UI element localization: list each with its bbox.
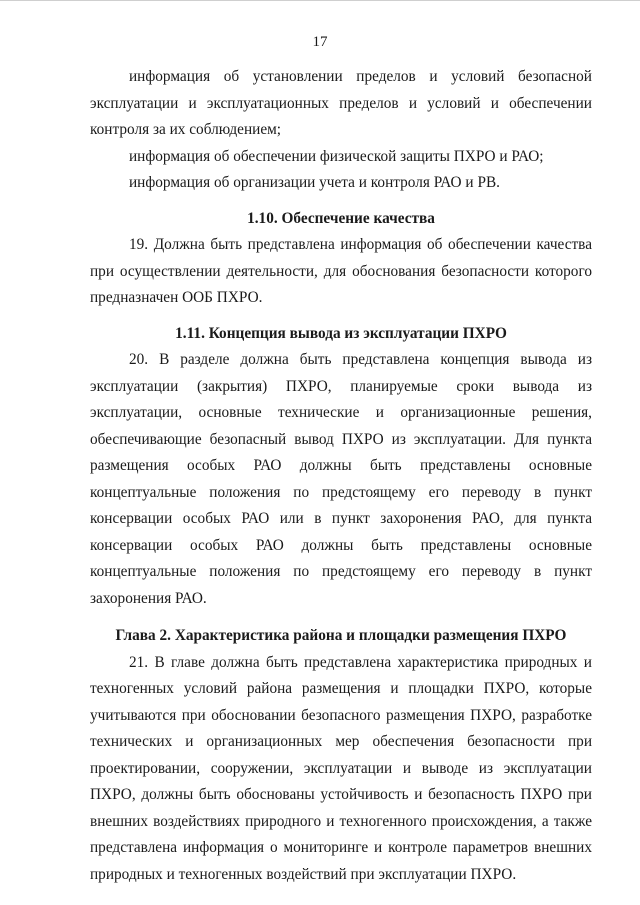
paragraph-accounting-control: информация об организации учета и контроля РАО и РВ.	[129, 174, 500, 191]
scan-edge-line	[0, 0, 640, 1]
page-number: 17	[312, 34, 328, 50]
section-heading-decommissioning: 1.11. Концепция вывода из эксплуатации ПХРО	[175, 324, 507, 342]
paragraph-19: 19. Должна быть представлена информация об обеспечении качества при осуществлении деятельности, для обоснования безопасности которого предназначен ООБ ПХРО.	[90, 236, 592, 306]
document-body	[90, 64, 592, 888]
paragraph-physical-protection: информация об обеспечении физической защиты ПХРО и РАО;	[129, 147, 544, 165]
chapter-heading-2: Глава 2. Характеристика района и площадки размещения ПХРО	[115, 627, 567, 644]
paragraph-safe-operation-limits: информация об установлении пределов и условий безопасной эксплуатации и эксплуатационных пределов и условий и обеспечении контроля за их соблюдением;	[90, 68, 592, 138]
paragraph-20: 20. В разделе должна быть представлена концепция вывода из эксплуатации (закрытия) ПХРО, планируемые сроки вывода из эксплуатации, основные технические и организационные решения, обеспечивающие безопасный вывод ПХРО из эксплуатации. Для пункта размещения особых РАО должны быть представлены основные концептуальные положения по предстоящему его переводу в пункт консервации особых РАО или в пункт захоронения РАО, для пункта консервации особых РАО должны быть представлены основные концептуальные положения по предстоящему его переводу в пункт захоронения РАО.	[90, 351, 592, 607]
paragraph-21: 21. В главе должна быть представлена характеристика природных и техногенных условий района размещения и площадки ПХРО, которые учитываются при обосновании безопасного размещения ПХРО, разработке технических и организационных мер обеспечения безопасности при проектировании, сооружении, эксплуатации и выводе из эксплуатации ПХРО, должны быть обоснованы устойчивость и безопасность ПХРО при внешних воздействиях природного и техногенного происхождения, а также представлена информация о мониторинге и контроле параметров внешних природных и техногенных воздействий при эксплуатации ПХРО.	[90, 653, 592, 883]
section-heading-quality-assurance: 1.10. Обеспечение качества	[247, 209, 435, 227]
